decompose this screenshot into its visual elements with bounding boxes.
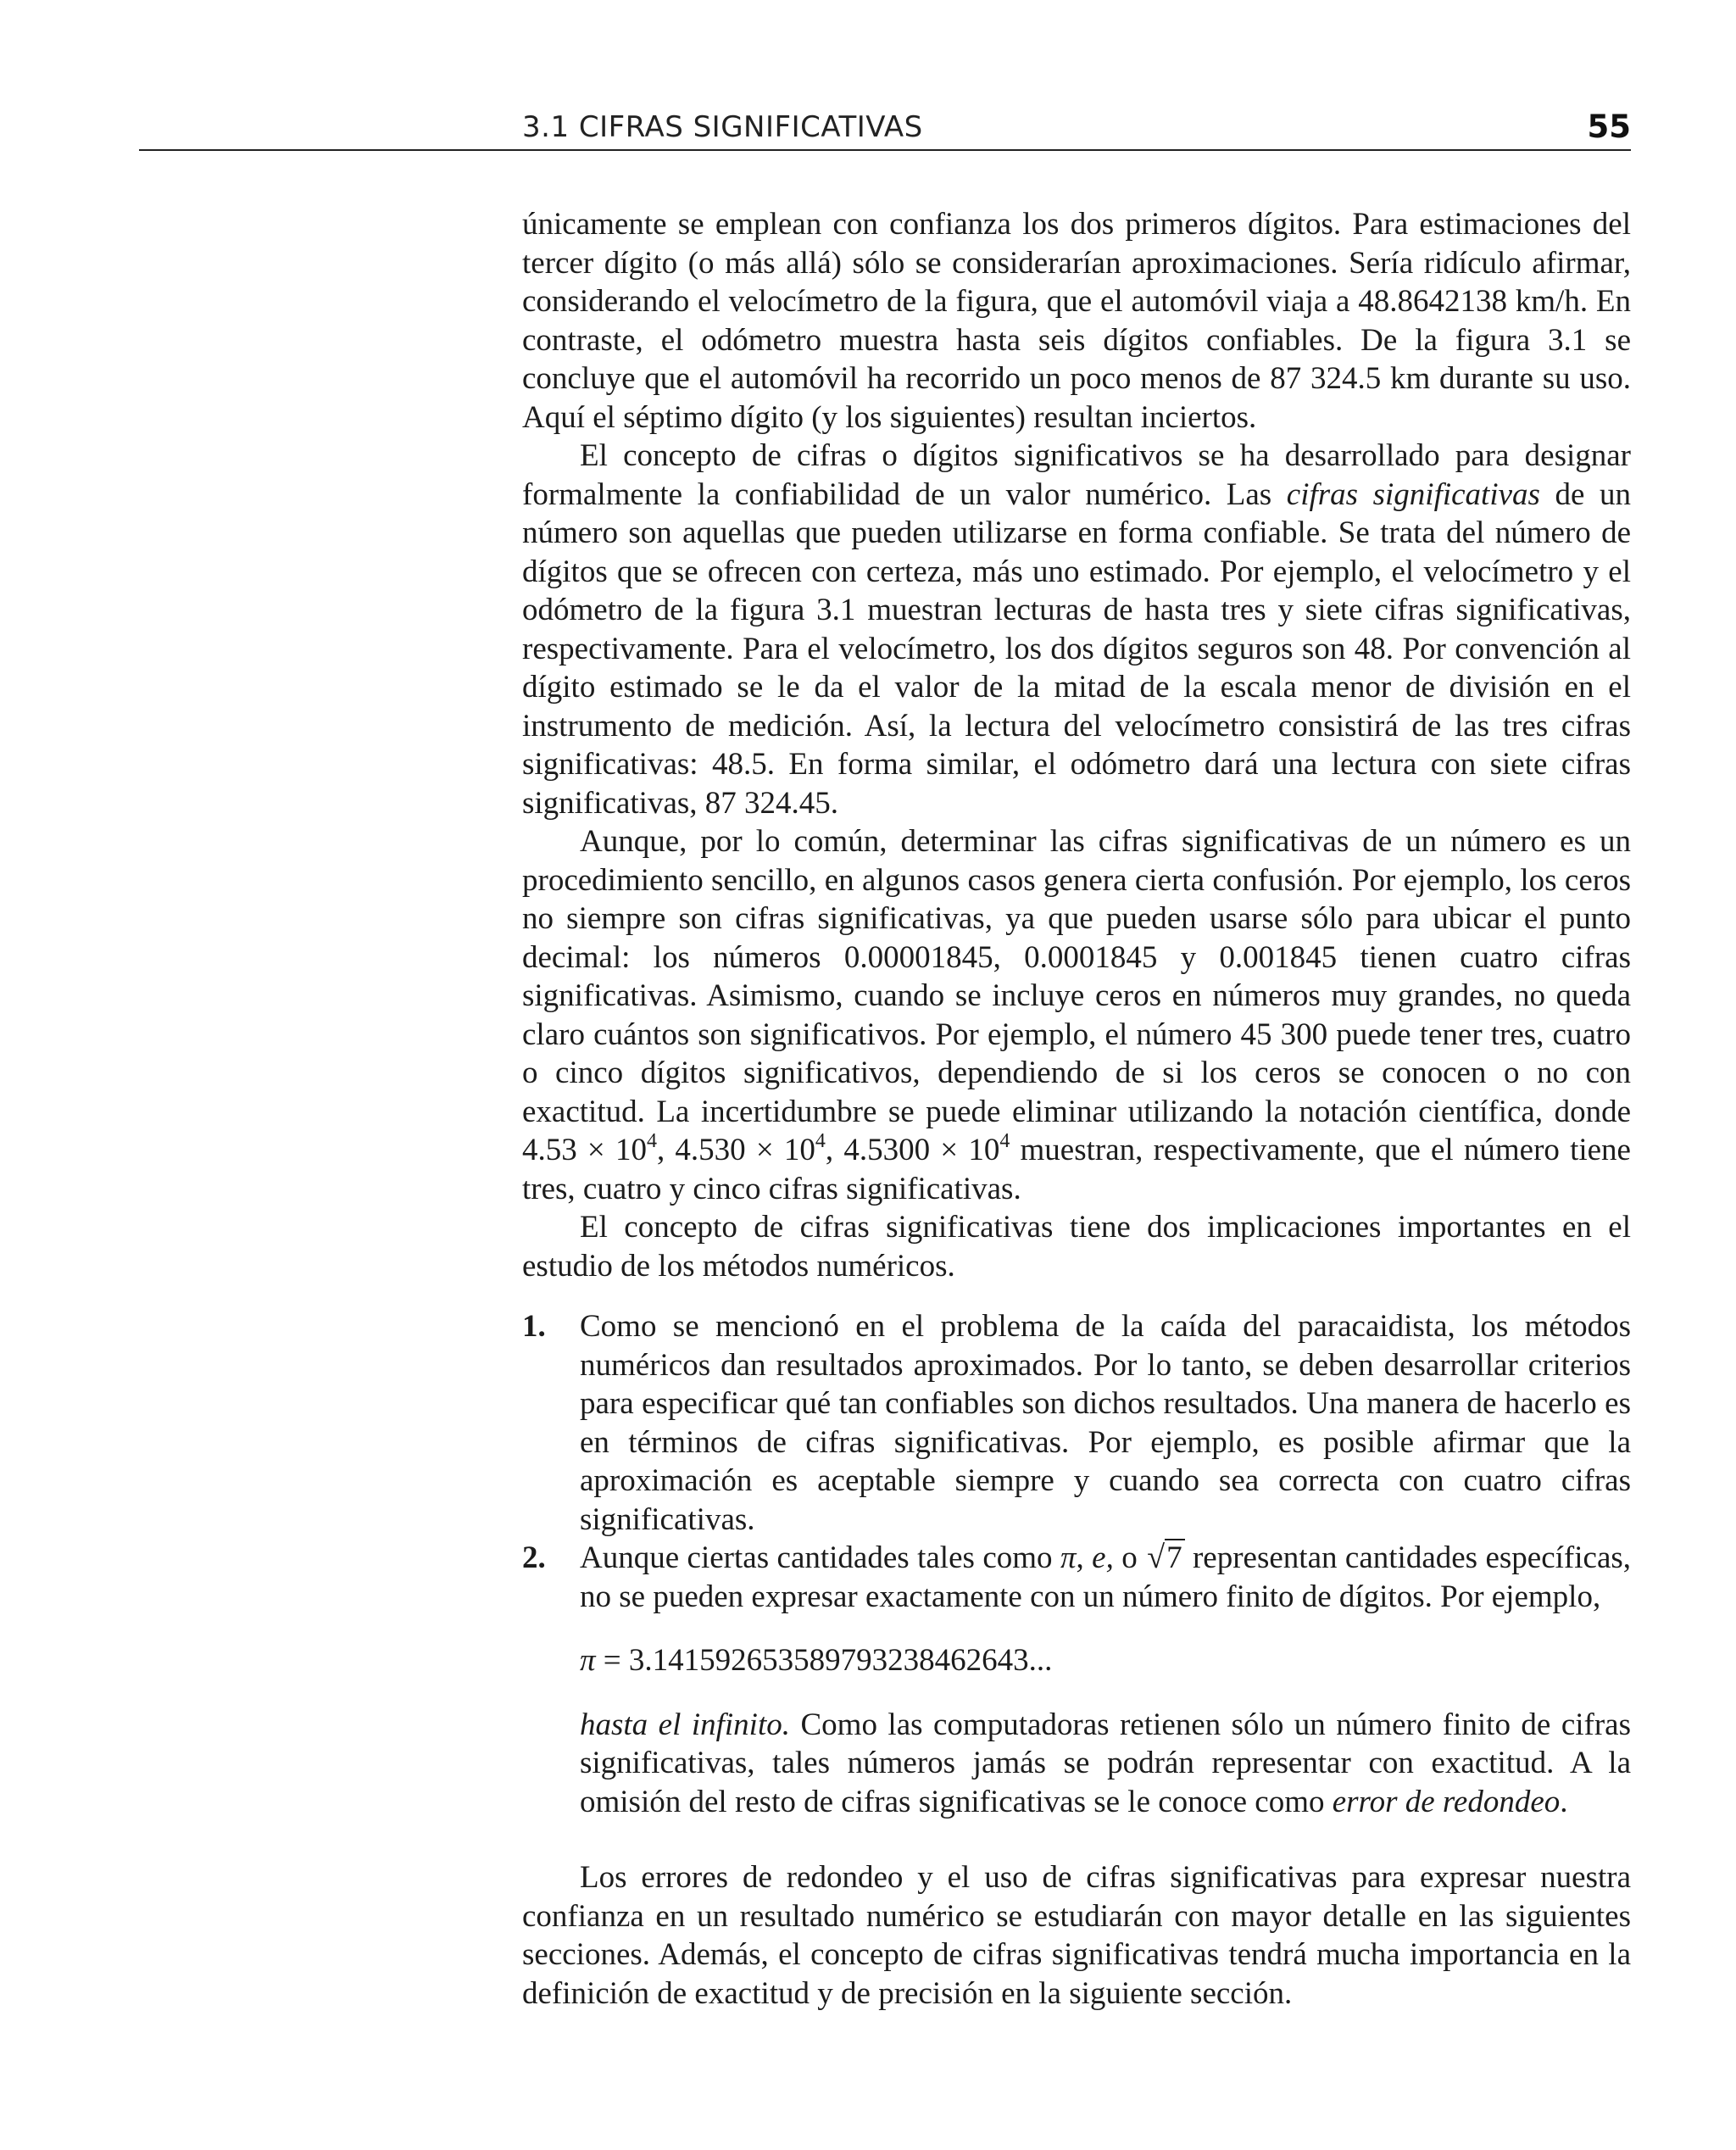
list-item-2-text-a: Aunque ciertas cantidades tales como (580, 1540, 1060, 1575)
term-error-de-redondeo: error de redondeo (1332, 1784, 1561, 1819)
page-body (522, 205, 1631, 2013)
list-item-2-text-b: , (1076, 1540, 1093, 1575)
pi-equation (580, 1641, 1631, 1680)
exponent-2: 4 (815, 1129, 826, 1152)
paragraph-5: Los errores de redondeo y el uso de cifras significativas para expresar nuestra confianza en un resultado numérico se estudiarán con mayor detalle en las siguientes secciones. Además, el concepto de cifras significativas tendrá mucha importancia en la definición de exactitud y de precisión en la siguiente sección. (522, 1860, 1631, 2011)
paragraph-3 (522, 822, 1631, 1208)
numbered-list (522, 1307, 1631, 1821)
paragraph-2 (522, 437, 1631, 822)
radical-sign: √ (1147, 1540, 1166, 1575)
e-symbol: e, (1092, 1540, 1114, 1575)
paragraph-2-text-b: de un número son aquellas que pueden utilizarse en forma confiable. Se trata del número de dígitos que se ofrecen con certeza, más uno estimado. Por ejemplo, el velocímetro y el odómetro de la figura 3.1 muestran lecturas de hasta tres y siete cifras significativas, respectivamente. Para el velocímetro, los dos dígitos seguros son 48. Por convención al dígito estimado se le da el valor de la mitad de la escala menor de división en el instrumento de medición. Así, la lectura del velocímetro consistirá de las tres cifras significativas: 48.5. En forma similar, el odómetro dará una lectura con siete cifras significativas, 87 324.45. (522, 476, 1631, 821)
paragraph-4: El concepto de cifras significativas tiene dos implicaciones importantes en el estudio de los métodos numéricos. (522, 1210, 1631, 1284)
paragraph-3-text-b: , 4.530 × 10 (656, 1133, 815, 1167)
list-item-2-text-d: representan cantidades específicas, no se pueden expresar exactamente con un número finito de dígitos. Por ejemplo, (580, 1540, 1632, 1614)
exponent-1: 4 (646, 1129, 657, 1152)
equation-pi-symbol: π (580, 1643, 596, 1678)
list-item-2-text-c: o (1113, 1540, 1146, 1575)
section-title: 3.1 CIFRAS SIGNIFICATIVAS (522, 110, 923, 144)
equation-value: = 3.141592653589793238462643... (595, 1643, 1053, 1678)
list-item (522, 1307, 1631, 1539)
spacer (522, 1285, 1631, 1307)
list-item-number: 1. (522, 1309, 546, 1344)
pi-symbol: π (1060, 1540, 1077, 1575)
list-item-2-text-g: . (1560, 1784, 1568, 1819)
exponent-3: 4 (999, 1129, 1010, 1152)
spacer (522, 1821, 1631, 1858)
list-item-number: 2. (522, 1540, 546, 1575)
list-item (522, 1539, 1631, 1821)
page-number: 55 (1587, 109, 1631, 145)
running-head (139, 109, 1631, 151)
square-root-7 (1145, 1539, 1184, 1578)
list-item-2-text-f: Como las computadoras retienen sólo un número finito de cifras significativas, tales números jamás se podrán representar con exactitud. A la omisión del resto de cifras significativas se le conoce como (580, 1707, 1631, 1819)
paragraph-3-text-d: muestran, respectivamente, que el número tiene tres, cuatro y cinco cifras significativas. (522, 1133, 1631, 1206)
paragraph-3-text-a: Aunque, por lo común, determinar las cifras significativas de un número es un procedimiento sencillo, en algunos casos genera cierta confusión. Por ejemplo, los ceros no siempre son cifras significativas, ya que pueden usarse sólo para ubicar el punto decimal: los números 0.00001845, 0.0001845 y 0.001845 tienen cuatro cifras significativas. Asimismo, cuando se incluye ceros en números muy grandes, no queda claro cuántos son significativos. Por ejemplo, el número 45 300 puede tener tres, cuatro o cinco dígitos significativos, dependiendo de si los ceros se conocen o no con exactitud. La incertidumbre se puede eliminar utilizando la notación científica, donde 4.53 × 10 (522, 824, 1631, 1167)
term-hasta-el-infinito: hasta el infinito. (580, 1707, 790, 1742)
paragraph-2-text-a: El concepto de cifras o dígitos significativos se ha desarrollado para designar formalmente la confiabilidad de un valor numérico. Las (522, 438, 1631, 512)
radicand: 7 (1165, 1539, 1185, 1575)
term-cifras-significativas: cifras significativas (1286, 476, 1540, 512)
paragraph-3-text-c: , 4.5300 × 10 (825, 1133, 1000, 1167)
list-item-text (580, 1539, 1631, 1616)
paragraph-1: únicamente se emplean con confianza los dos primeros dígitos. Para estimaciones del tercer dígito (o más allá) sólo se considerarían aproximaciones. Sería ridículo afirmar, considerando el velocímetro de la figura, que el automóvil viaja a 48.8642138 km/h. En contraste, el odómetro muestra hasta seis dígitos confiables. De la figura 3.1 se concluye que el automóvil ha recorrido un poco menos de 87 324.5 km durante su uso. Aquí el séptimo dígito (y los siguientes) resultan inciertos. (522, 207, 1631, 435)
list-item-2-continuation (580, 1706, 1631, 1822)
list-item-text: Como se mencionó en el problema de la caída del paracaidista, los métodos numéricos dan resultados aproximados. Por lo tanto, se deben desarrollar criterios para especificar qué tan confiables son dichos resultados. Una manera de hacerlo es en términos de cifras significativas. Por ejemplo, es posible afirmar que la aproximación es aceptable siempre y cuando sea correcta con cuatro cifras significativas. (580, 1309, 1631, 1537)
